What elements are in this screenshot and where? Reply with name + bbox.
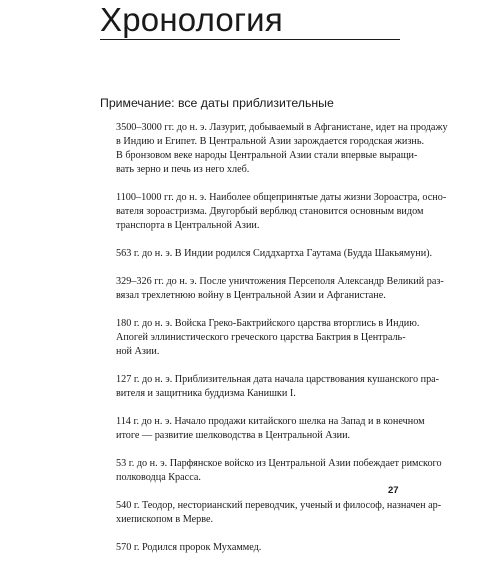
- chronology-entry: [116, 499, 442, 527]
- entry-line: 570 г. Родился пророк Мухаммед.: [116, 542, 262, 553]
- page-title: Хронология: [100, 1, 283, 38]
- entry-line: хиепископом в Мерве.: [116, 514, 214, 525]
- entry-line: 329–326 гг. до н. э. После уничтожения Персеполя Александр Великий раз-: [116, 276, 444, 287]
- entry-line: вателя зороастризма. Двугорбый верблюд становится основным видом: [116, 206, 424, 217]
- dates-note: Примечание: все даты приблизительные: [100, 96, 334, 110]
- entry-line: вать зерно и печь из него хлеб.: [116, 164, 250, 175]
- entry-line: 180 г. до н. э. Войска Греко-Бактрийского царства вторглись в Индию.: [116, 318, 420, 329]
- chronology-entry: [116, 247, 433, 261]
- entry-line: 53 г. до н. э. Парфянское войско из Центральной Азии побеждает римского: [116, 458, 442, 469]
- chronology-entry: [116, 191, 447, 233]
- chronology-entry: [116, 541, 398, 555]
- entry-line: Апогей эллинистического греческого царства Бактрия в Централь-: [116, 332, 406, 343]
- chronology-list: [116, 121, 448, 569]
- chronology-entry: [116, 457, 442, 485]
- chronology-entry: [116, 317, 420, 359]
- entry-line: 3500–3000 гг. до н. э. Лазурит, добываемый в Афганистане, идет на продажу: [116, 122, 448, 133]
- entry-line: в Индию и Египет. В Центральной Азии зарождается городская жизнь.: [116, 136, 425, 147]
- title-underline: [100, 39, 400, 40]
- entry-line: 1100–1000 гг. до н. э. Наиболее общепринятые даты жизни Зороастра, осно-: [116, 192, 447, 203]
- entry-line: 540 г. Теодор, несторианский переводчик, ученый и философ, назначен ар-: [116, 500, 442, 511]
- entry-line: транспорта в Центральной Азии.: [116, 220, 260, 231]
- page-number: 27: [388, 485, 399, 496]
- entry-line: вителя и защитника буддизма Канишки I.: [116, 388, 296, 399]
- entry-line: вязал трехлетнюю войну в Центральной Азии и Афганистане.: [116, 290, 386, 301]
- entry-line: ной Азии.: [116, 346, 160, 357]
- entry-line: 127 г. до н. э. Приблизительная дата начала царствования кушанского пра-: [116, 374, 440, 385]
- entry-line: 114 г. до н. э. Начало продажи китайского шелка на Запад и в конечном: [116, 416, 425, 427]
- chronology-entry: [116, 121, 448, 177]
- chronology-entry: [116, 415, 425, 443]
- entry-line: 563 г. до н. э. В Индии родился Сиддхартха Гаутама (Будда Шакьямуни).: [116, 248, 433, 259]
- entry-line: полководца Красса.: [116, 472, 201, 483]
- entry-line: итоге — развитие шелководства в Центральной Азии.: [116, 430, 351, 441]
- chronology-entry: [116, 275, 444, 303]
- chronology-entry: [116, 373, 440, 401]
- entry-line: В бронзовом веке народы Центральной Азии стали впервые выращи-: [116, 150, 418, 161]
